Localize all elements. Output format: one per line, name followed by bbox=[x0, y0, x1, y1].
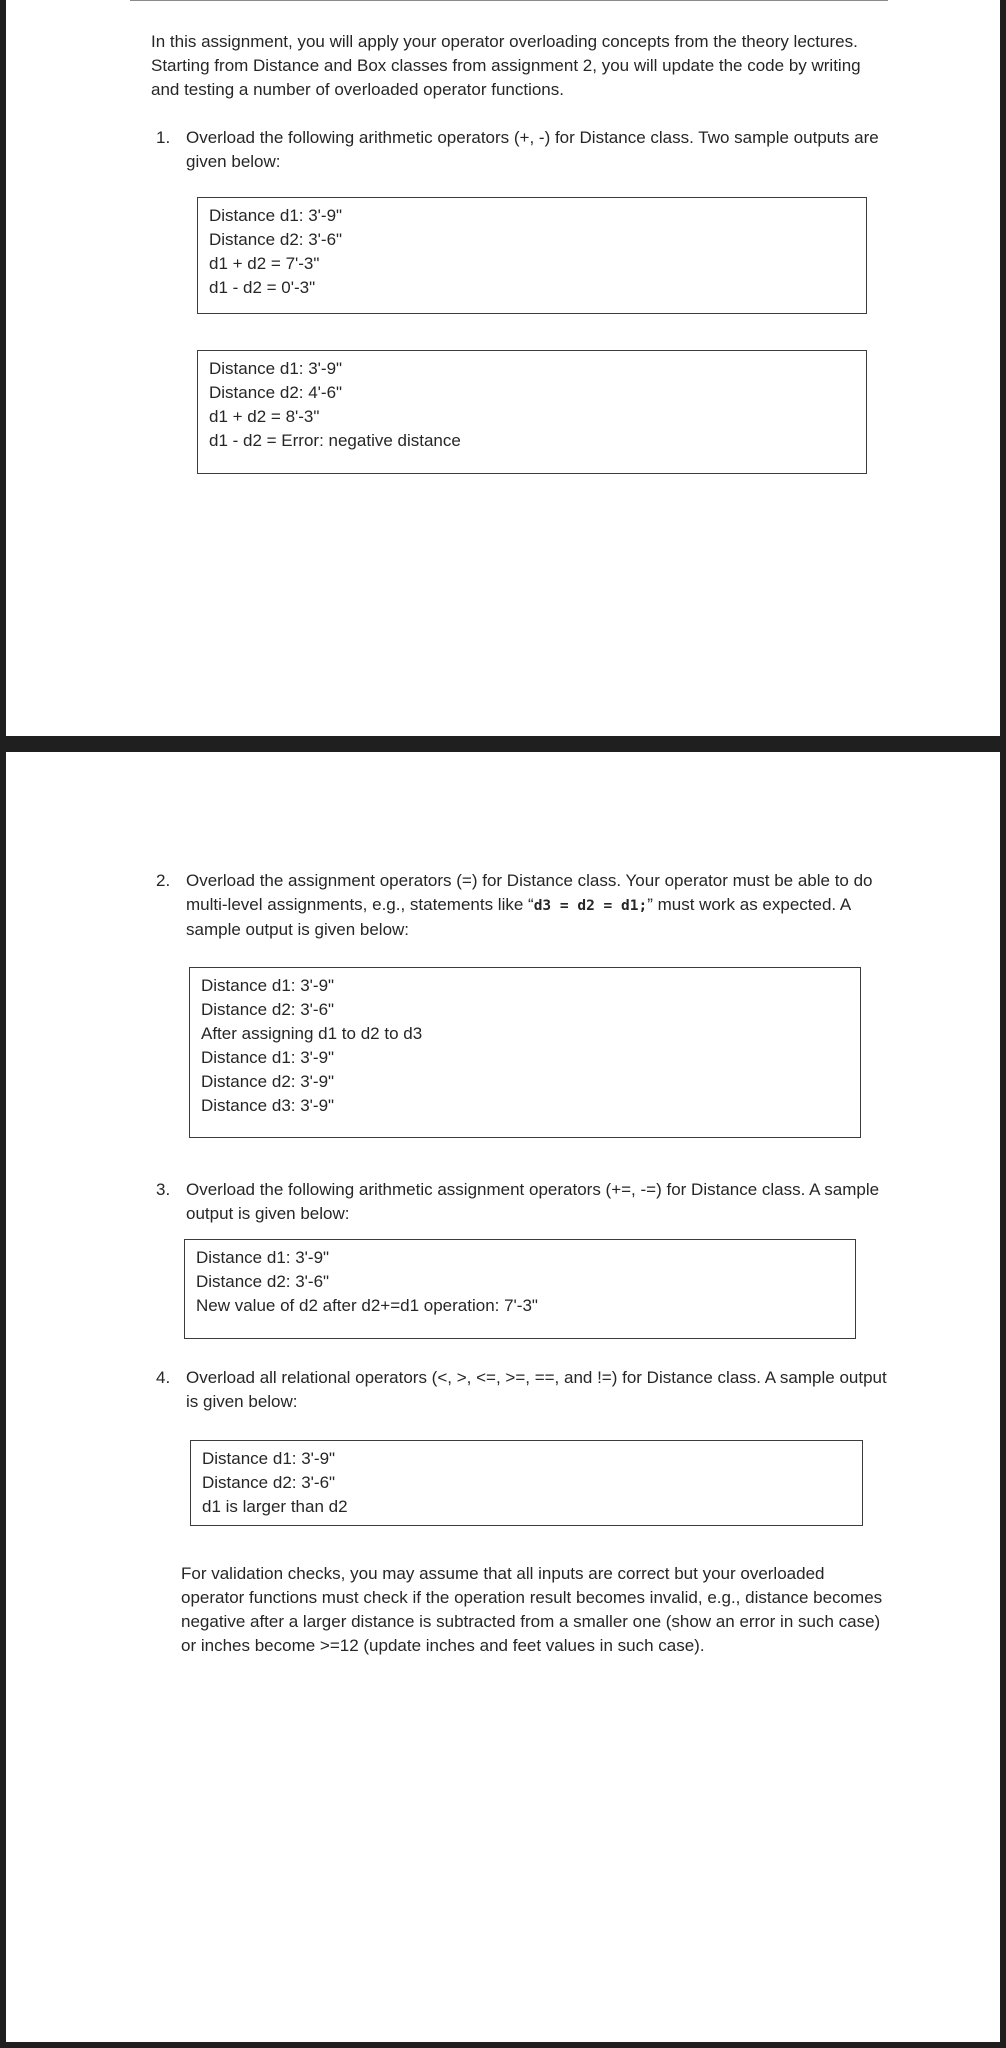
sample-output-box bbox=[189, 967, 861, 1138]
output-line: Distance d2: 3'-6" bbox=[209, 230, 343, 249]
item-4-number: 4. bbox=[156, 1368, 171, 1387]
document-page-1 bbox=[6, 0, 1000, 736]
item-1-text: Overload the following arithmetic operators (+, -) for Distance class. Two sample outputs are given below: bbox=[186, 128, 879, 171]
item-4-text: Overload all relational operators (<, >, <=, >=, ==, and !=) for Distance class. A sample output is given below: bbox=[186, 1368, 887, 1411]
item-2-text-before: Overload the assignment operators (=) for Distance class. Your operator must be able to do multi-level assignments, e.g., statements like “ bbox=[186, 871, 873, 914]
intro-paragraph: In this assignment, you will apply your operator overloading concepts from the theory lectures. Starting from Distance and Box classes from assignment 2, you will update the code by writing and testing a number of overloaded operator functions. bbox=[151, 32, 861, 99]
output-line: New value of d2 after d2+=d1 operation: 7'-3" bbox=[196, 1296, 538, 1315]
top-rule bbox=[130, 0, 888, 1]
item-2-number: 2. bbox=[156, 871, 171, 890]
item-3-text: Overload the following arithmetic assignment operators (+=, -=) for Distance class. A sample output is given below: bbox=[186, 1180, 880, 1223]
item-3-number: 3. bbox=[156, 1180, 171, 1199]
output-line: d1 - d2 = 0'-3" bbox=[209, 278, 316, 297]
output-line: Distance d1: 3'-9" bbox=[209, 206, 343, 225]
output-line: Distance d1: 3'-9" bbox=[209, 359, 343, 378]
output-line: d1 + d2 = 8'-3" bbox=[209, 407, 320, 426]
output-line: d1 + d2 = 7'-3" bbox=[209, 254, 320, 273]
sample-output-box bbox=[197, 197, 867, 314]
output-line: Distance d2: 3'-6" bbox=[201, 1000, 335, 1019]
output-line: Distance d1: 3'-9" bbox=[202, 1449, 336, 1468]
item-2-text bbox=[186, 869, 891, 942]
output-line: d1 is larger than d2 bbox=[202, 1497, 348, 1516]
item-2-text-after: ” must work as expected. A sample output is given below: bbox=[186, 895, 851, 939]
output-line: After assigning d1 to d2 to d3 bbox=[201, 1024, 423, 1043]
output-line: Distance d2: 3'-6" bbox=[196, 1272, 330, 1291]
document-page-2 bbox=[6, 752, 1000, 2042]
inline-code: d3 = d2 = d1; bbox=[533, 898, 648, 914]
output-line: Distance d2: 3'-9" bbox=[201, 1072, 335, 1091]
output-line: Distance d1: 3'-9" bbox=[196, 1248, 330, 1267]
output-line: Distance d1: 3'-9" bbox=[201, 976, 335, 995]
sample-output-box bbox=[197, 350, 867, 474]
sample-output-box bbox=[184, 1239, 856, 1339]
sample-output-box bbox=[190, 1440, 863, 1526]
validation-paragraph: For validation checks, you may assume that all inputs are correct but your overloaded operator functions must check if the operation result becomes invalid, e.g., distance becomes negative after a larger distance is subtracted from a smaller one (show an error in such case) or inches become >=12 (update inches and feet values in such case). bbox=[181, 1564, 883, 1655]
output-line: Distance d2: 4'-6" bbox=[209, 383, 343, 402]
output-line: Distance d2: 3'-6" bbox=[202, 1473, 336, 1492]
output-line: Distance d3: 3'-9" bbox=[201, 1096, 335, 1115]
output-line: d1 - d2 = Error: negative distance bbox=[209, 431, 461, 450]
output-line: Distance d1: 3'-9" bbox=[201, 1048, 335, 1067]
item-1-number: 1. bbox=[156, 128, 171, 147]
